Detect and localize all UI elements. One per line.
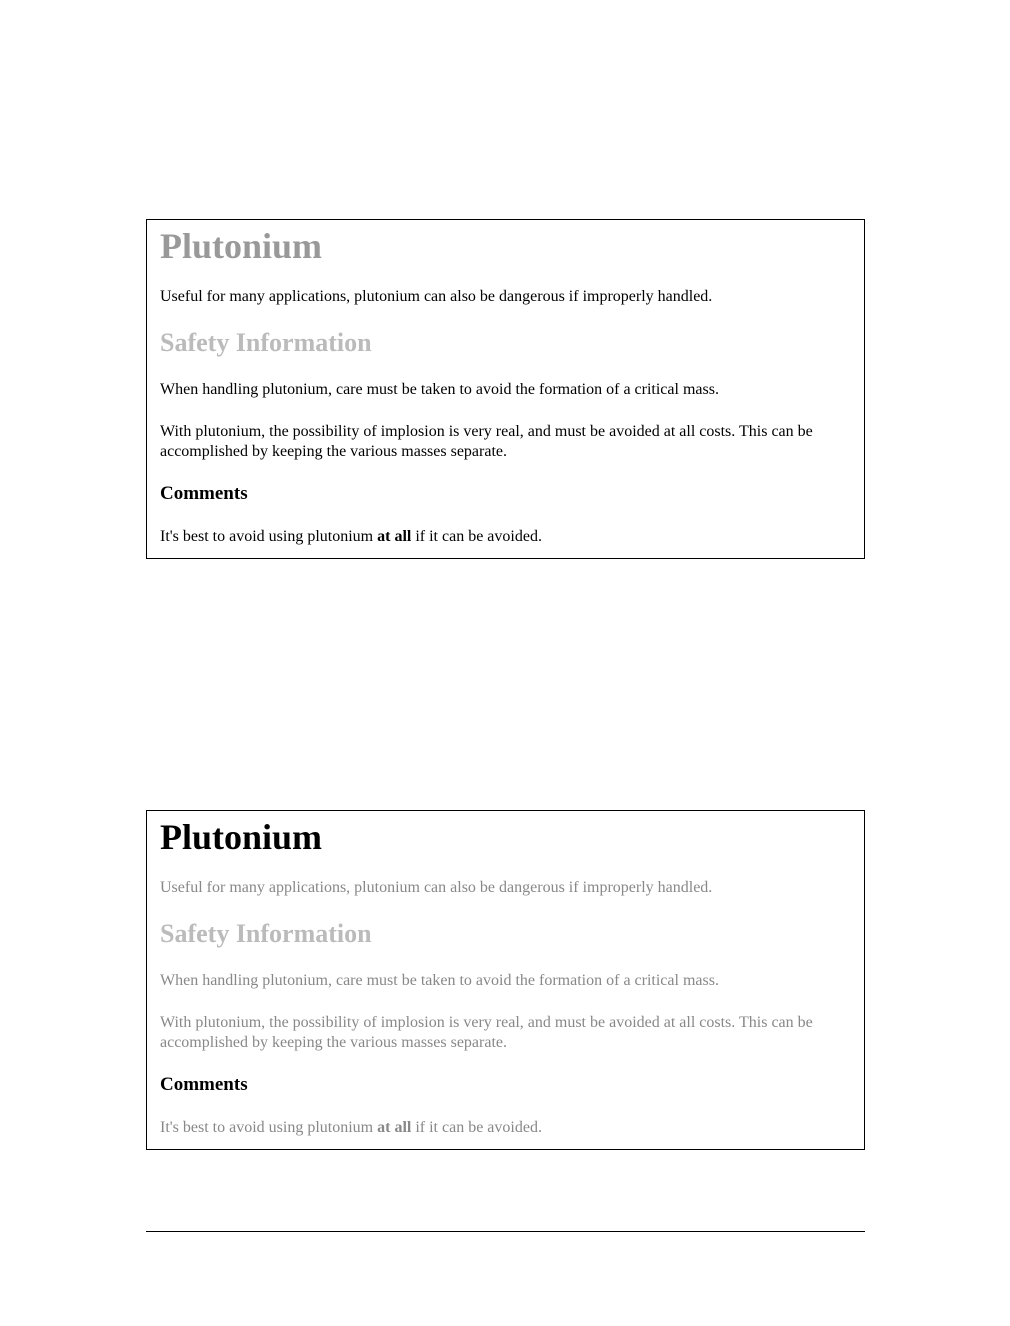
- safety-heading: Safety Information: [160, 328, 372, 357]
- comment-text-after: if it can be avoided.: [411, 1119, 542, 1136]
- comments-heading: Comments: [160, 483, 248, 504]
- intro-paragraph: Useful for many applications, plutonium can also be dangerous if improperly handled.: [160, 288, 713, 305]
- comment-emphasis: at all: [377, 1119, 412, 1136]
- comment-paragraph: [160, 1118, 542, 1138]
- horizontal-rule: [146, 1231, 865, 1232]
- comment-emphasis: at all: [377, 528, 412, 545]
- handling-paragraph: When handling plutonium, care must be taken to avoid the formation of a critical mass.: [160, 381, 719, 398]
- article-title: Plutonium: [160, 817, 323, 857]
- comment-text-before: It's best to avoid using plutonium: [160, 528, 378, 545]
- comments-heading: Comments: [160, 1074, 248, 1095]
- implosion-paragraph: With plutonium, the possibility of implosion is very real, and must be avoided at all costs. This can be accomplished by keeping the various masses separate.: [160, 1014, 813, 1051]
- handling-paragraph: When handling plutonium, care must be taken to avoid the formation of a critical mass.: [160, 972, 719, 989]
- article-box-1: [146, 219, 865, 559]
- implosion-paragraph: With plutonium, the possibility of implosion is very real, and must be avoided at all costs. This can be accomplished by keeping the various masses separate.: [160, 423, 813, 460]
- article-title: Plutonium: [160, 226, 323, 266]
- intro-paragraph: Useful for many applications, plutonium can also be dangerous if improperly handled.: [160, 879, 713, 896]
- comment-text-before: It's best to avoid using plutonium: [160, 1119, 378, 1136]
- comment-paragraph: [160, 527, 542, 547]
- safety-heading: Safety Information: [160, 919, 372, 948]
- article-box-2: [146, 810, 865, 1150]
- comment-text-after: if it can be avoided.: [411, 528, 542, 545]
